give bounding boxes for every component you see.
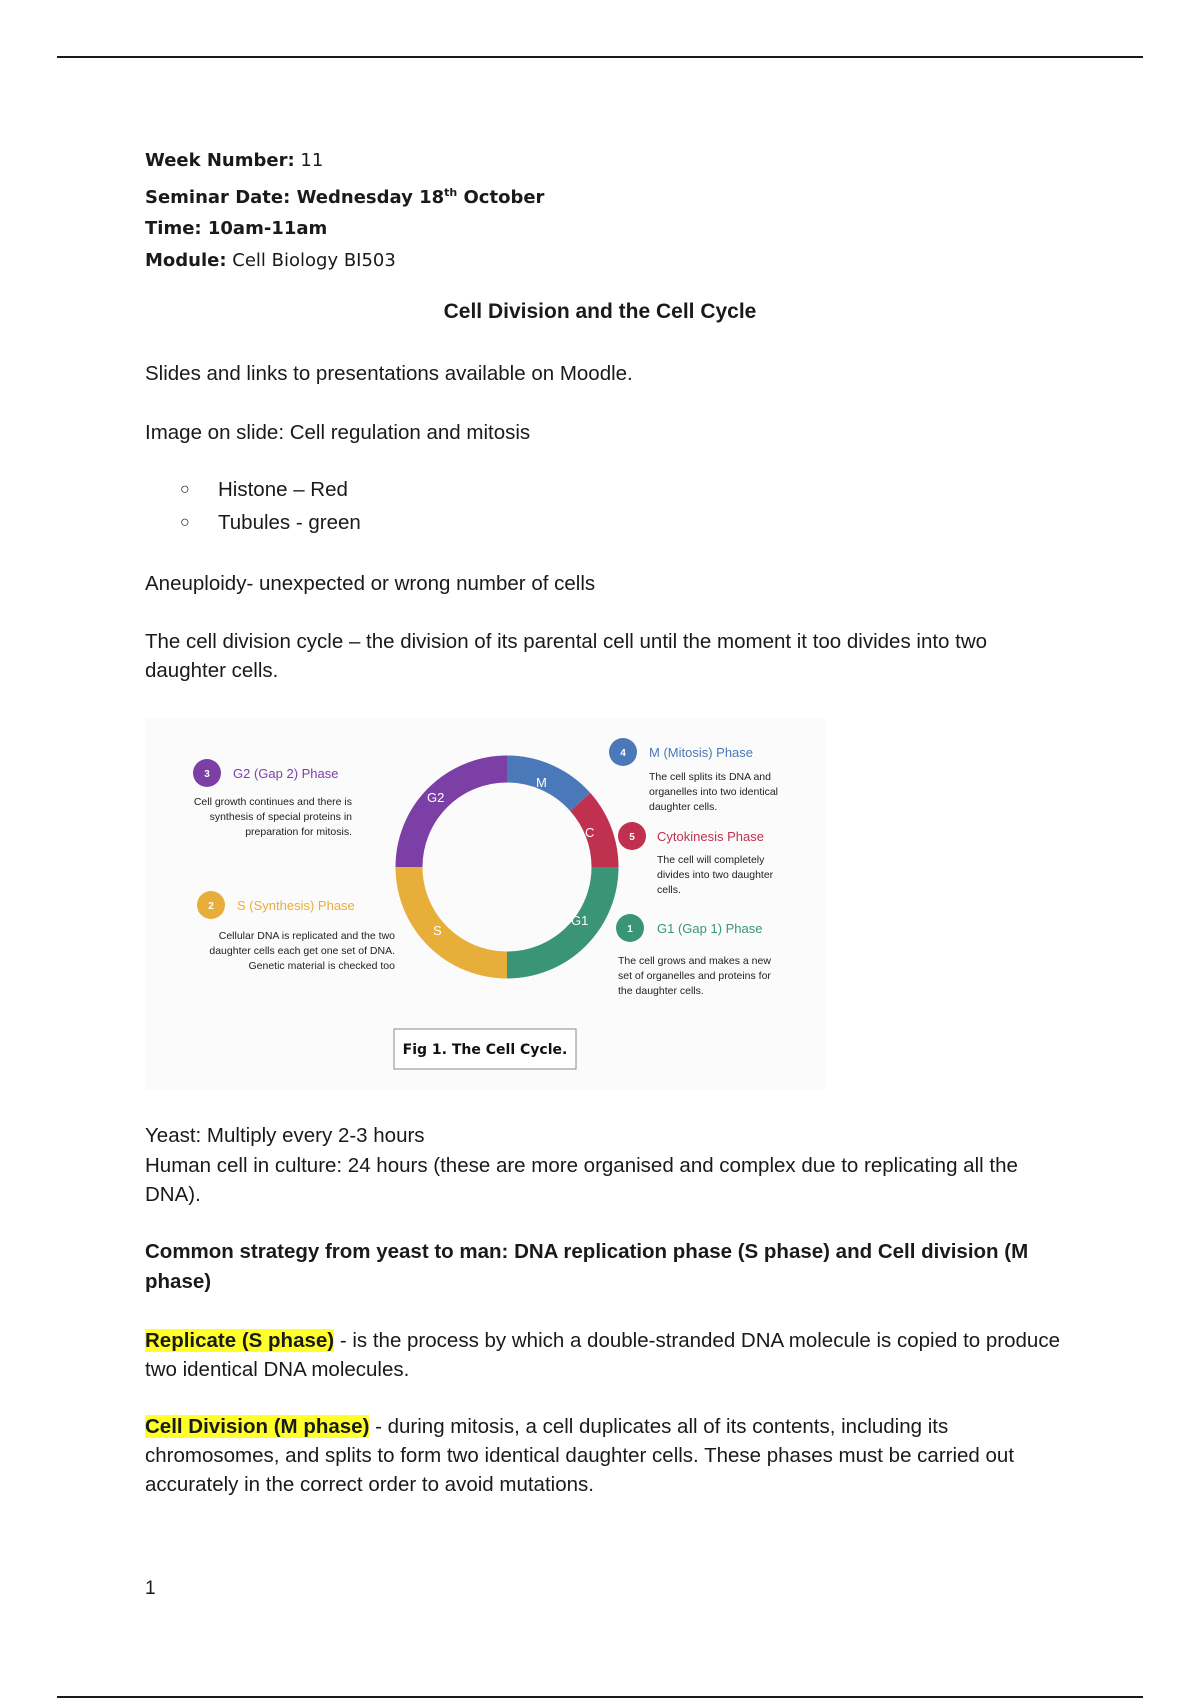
badge-number: 5 bbox=[629, 832, 635, 843]
circle-bullet-icon: ○ bbox=[180, 513, 190, 531]
cell-cycle-diagram bbox=[145, 718, 825, 1090]
phase-title-m: M (Mitosis) Phase bbox=[649, 745, 754, 760]
phase-title-s: S (Synthesis) Phase bbox=[237, 898, 355, 913]
seminar-info bbox=[145, 145, 544, 276]
ring-label-s: S bbox=[433, 923, 442, 938]
badge-number: 3 bbox=[204, 769, 210, 780]
phase-desc-line: daughter cells each get one set of DNA. bbox=[209, 945, 395, 957]
ring-label-c: C bbox=[585, 825, 595, 840]
phase-title-cytokinesis: Cytokinesis Phase bbox=[657, 829, 764, 844]
list-item: ○ Histone – Red bbox=[180, 474, 361, 507]
time: Time: 10am-11am bbox=[145, 218, 328, 239]
cell-division-paragraph: Cell Division (M phase) - during mitosis, a cell duplicates all of its contents, including its chromosomes, and splits to form two identical daughter cells. These phases must be carried out accurately in the correct order to avoid mutations. bbox=[145, 1415, 1015, 1496]
highlight-term: Replicate (S phase) bbox=[145, 1329, 335, 1352]
document-title: Cell Division and the Cell Cycle bbox=[443, 300, 757, 323]
ring-segment-s bbox=[409, 867, 507, 965]
ring-label-g1: G1 bbox=[571, 913, 589, 928]
phase-desc-line: Genetic material is checked too bbox=[248, 960, 395, 972]
week-number: Week Number: 11 bbox=[145, 150, 324, 171]
phase-desc-line: Cellular DNA is replicated and the two bbox=[218, 930, 395, 942]
phase-title-g1: G1 (Gap 1) Phase bbox=[657, 921, 763, 936]
figure-caption: Fig 1. The Cell Cycle. bbox=[402, 1042, 568, 1058]
bottom-rule bbox=[57, 1696, 1143, 1698]
stain-list bbox=[180, 474, 361, 539]
ring-label-m: M bbox=[536, 775, 547, 790]
list-item: ○ Tubules - green bbox=[180, 507, 361, 540]
phase-desc-line: daughter cells. bbox=[649, 801, 718, 813]
phase-desc-line: synthesis of special proteins in bbox=[209, 811, 352, 823]
phase-desc-line: The cell grows and makes a new bbox=[618, 955, 771, 967]
phase-desc-line: The cell will completely bbox=[657, 854, 765, 866]
cycle-definition-paragraph: The cell division cycle – the division of its parental cell until the moment it too divides into two daughter cells. bbox=[145, 630, 988, 682]
badge-number: 4 bbox=[620, 748, 626, 759]
highlight-term: Cell Division (M phase) bbox=[145, 1415, 370, 1438]
phase-desc-line: cells. bbox=[657, 884, 681, 896]
phase-desc-line: Cell growth continues and there is bbox=[193, 796, 352, 808]
page-number: 1 bbox=[145, 1578, 156, 1599]
badge-number: 2 bbox=[208, 901, 214, 912]
image-on-slide-paragraph: Image on slide: Cell regulation and mitosis bbox=[145, 421, 531, 444]
module: Module: Cell Biology BI503 bbox=[145, 249, 396, 271]
phase-desc-line: organelles into two identical bbox=[649, 786, 778, 798]
cell-cycle-figure bbox=[145, 718, 825, 1090]
phase-desc-line: divides into two daughter bbox=[657, 869, 774, 881]
aneuploidy-paragraph: Aneuploidy- unexpected or wrong number of cells bbox=[145, 572, 596, 595]
circle-bullet-icon: ○ bbox=[180, 481, 190, 498]
human-cell-paragraph: Human cell in culture: 24 hours (these are more organised and complex due to replicating all the DNA). bbox=[145, 1154, 1018, 1206]
ring-segment-g1 bbox=[507, 867, 605, 965]
badge-number: 1 bbox=[627, 924, 633, 935]
ring-label-g2: G2 bbox=[427, 790, 445, 805]
phase-title-g2: G2 (Gap 2) Phase bbox=[233, 766, 339, 781]
slides-paragraph: Slides and links to presentations available on Moodle. bbox=[145, 362, 633, 385]
seminar-date: Seminar Date: Wednesday 18th October bbox=[145, 185, 545, 208]
phase-desc-line: set of organelles and proteins for bbox=[618, 970, 771, 982]
phase-desc-line: The cell splits its DNA and bbox=[649, 771, 771, 783]
yeast-paragraph: Yeast: Multiply every 2-3 hours bbox=[145, 1124, 425, 1147]
replicate-paragraph: Replicate (S phase) - is the process by which a double-stranded DNA molecule is copied to produce two identical DNA molecules. bbox=[145, 1329, 1060, 1381]
phase-desc-line: the daughter cells. bbox=[618, 985, 704, 997]
ring-segment-g2 bbox=[409, 769, 507, 867]
phase-desc-line: preparation for mitosis. bbox=[245, 826, 352, 838]
strategy-heading: Common strategy from yeast to man: DNA replication phase (S phase) and Cell division (M phase) bbox=[145, 1240, 1029, 1293]
top-rule bbox=[57, 56, 1143, 58]
